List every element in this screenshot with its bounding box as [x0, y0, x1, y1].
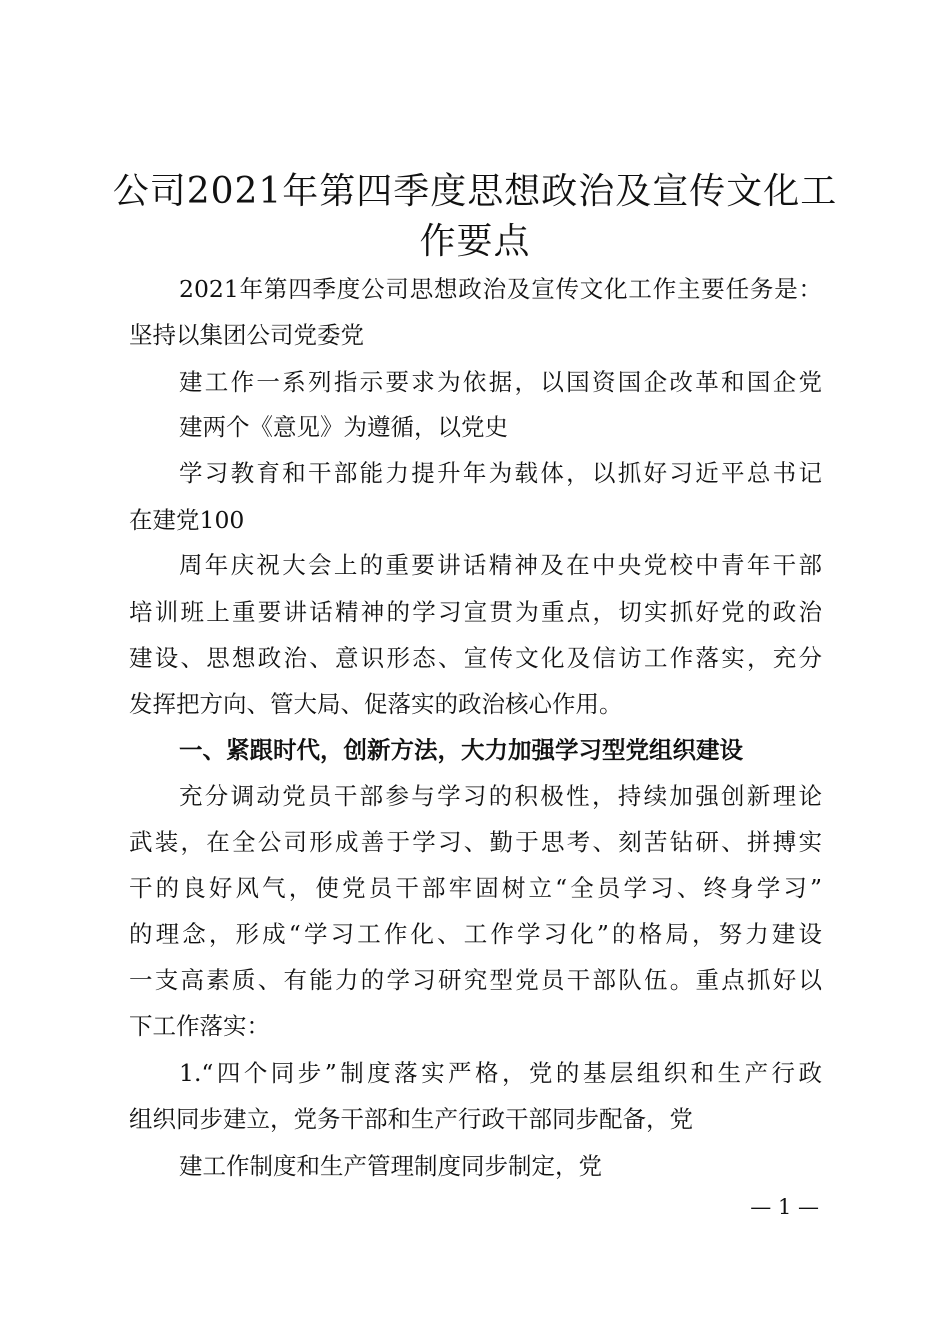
body-line: 学习教育和干部能力提升年为载体，以抓好习近平总书记 — [179, 459, 822, 487]
body-line: 干的良好风气，使党员干部牢固树立“全员学习、终身学习” — [129, 874, 822, 902]
body-line: 建两个《意见》为遵循，以党史 — [179, 413, 508, 441]
body-line: 建设、思想政治、意识形态、宣传文化及信访工作落实，充分 — [129, 644, 822, 672]
section-heading: 一、紧跟时代，创新方法，大力加强学习型党组织建设 — [179, 736, 743, 764]
body-line: 发挥把方向、管大局、促落实的政治核心作用。 — [129, 690, 623, 718]
body-line: 充分调动党员干部参与学习的积极性，持续加强创新理论 — [179, 782, 822, 810]
body-line: 组织同步建立，党务干部和生产行政干部同步配备，党 — [129, 1105, 693, 1133]
body-line: 在建党100 — [129, 506, 245, 534]
body-line: 下工作落实： — [129, 1012, 270, 1040]
body-line: 建工作制度和生产管理制度同步制定，党 — [179, 1152, 602, 1180]
body-line: 一支高素质、有能力的学习研究型党员干部队伍。重点抓好以 — [129, 966, 822, 994]
body-line: 2021年第四季度公司思想政治及宣传文化工作主要任务是： — [179, 275, 822, 303]
body-line: 建工作一系列指示要求为依据，以国资国企改革和国企党 — [179, 368, 822, 396]
body-line: 培训班上重要讲话精神的学习宣贯为重点，切实抓好党的政治 — [129, 598, 822, 626]
document-title-line-1: 公司2021年第四季度思想政治及宣传文化工 — [112, 171, 838, 212]
body-line: 周年庆祝大会上的重要讲话精神及在中央党校中青年干部 — [179, 551, 822, 579]
body-line: 的理念，形成“学习工作化、工作学习化”的格局，努力建设 — [129, 920, 822, 948]
body-line: 坚持以集团公司党委党 — [129, 321, 364, 349]
document-title-line-2: 作要点 — [419, 221, 531, 262]
body-line: 1.“四个同步”制度落实严格，党的基层组织和生产行政 — [179, 1059, 822, 1087]
body-line: 武装，在全公司形成善于学习、勤于思考、刻苦钻研、拼搏实 — [129, 828, 822, 856]
page-number: — 1 — — [750, 1195, 819, 1219]
